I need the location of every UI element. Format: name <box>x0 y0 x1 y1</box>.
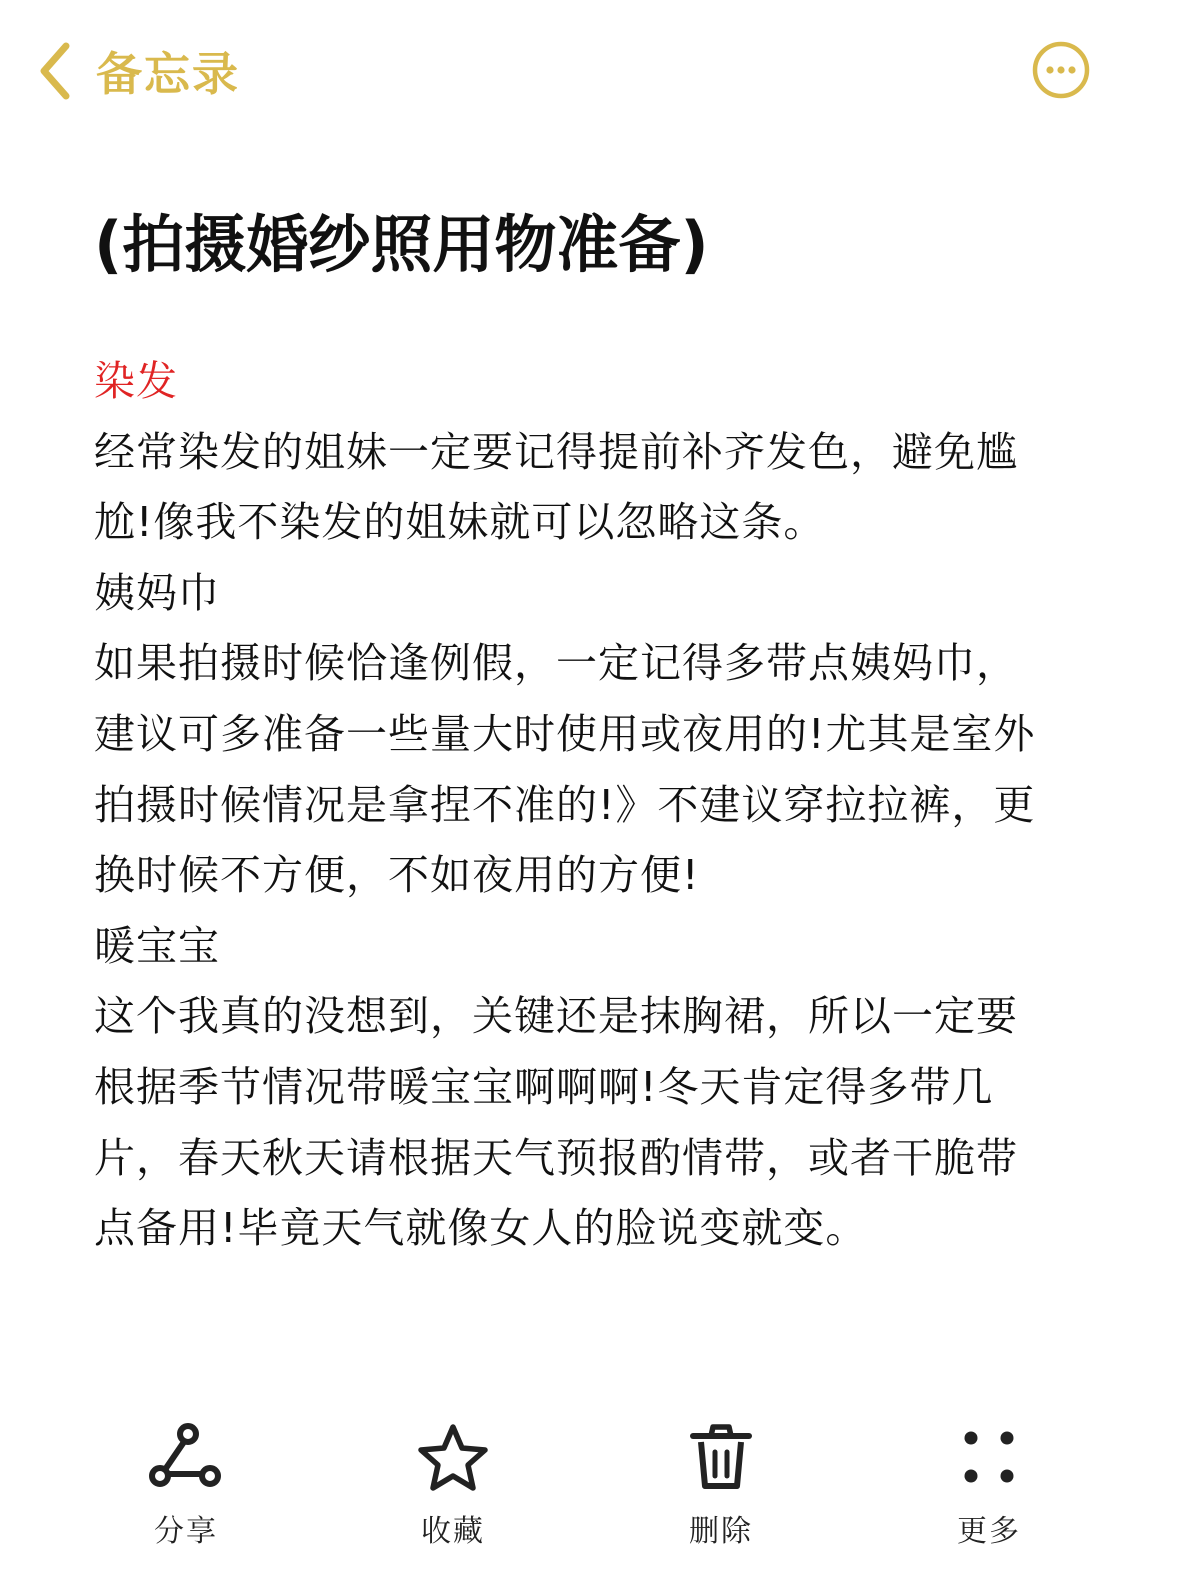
section-text-hair-dye: 经常染发的姐妹一定要记得提前补齐发色，避免尴尬!像我不染发的姐妹就可以忽略这条。 <box>94 427 1018 547</box>
delete-button[interactable] <box>641 1422 801 1550</box>
favorite-button[interactable] <box>373 1422 533 1550</box>
delete-label: 删除 <box>689 1514 753 1549</box>
more-dots-icon <box>949 1422 1029 1494</box>
note-title: (拍摄婚纱照用物准备) <box>94 208 709 281</box>
back-label: 备忘录 <box>96 47 240 101</box>
section-text-sanitary-pads: 如果拍摄时候恰逢例假，一定记得多带点姨妈巾，建议可多准备一些量大时使用或夜用的!尤其是室外拍摄时候情况是拿捏不准的!》不建议穿拉拉裤，更换时候不方便，不如夜用的方便! <box>94 639 1036 900</box>
share-button[interactable] <box>106 1422 266 1550</box>
trash-icon <box>681 1422 761 1494</box>
note-content <box>94 200 1054 1264</box>
favorite-label: 收藏 <box>421 1514 485 1549</box>
star-icon <box>413 1422 493 1494</box>
section-text-heat-packs: 这个我真的没想到，关键还是抹胸裙，所以一定要根据季节情况带暖宝宝啊啊啊!冬天肯定得多带几片，春天秋天请根据天气预报酌情带，或者干脆带点备用!毕竟天气就像女人的脸说变就变。 <box>94 992 1018 1253</box>
top-navigation-bar <box>0 0 1179 150</box>
share-label: 分享 <box>154 1514 218 1549</box>
section-heading-heat-packs: 暖宝宝 <box>94 921 220 970</box>
more-options-button[interactable] <box>1031 40 1091 100</box>
section-heading-sanitary-pads: 姨妈巾 <box>94 568 220 617</box>
bottom-toolbar <box>0 1410 1179 1572</box>
back-button[interactable] <box>36 36 240 106</box>
more-label: 更多 <box>957 1514 1021 1549</box>
ellipsis-circle-icon <box>1031 40 1091 100</box>
note-body <box>94 346 1054 1264</box>
section-heading-hair-dye: 染发 <box>94 357 178 405</box>
chevron-left-icon <box>36 40 74 102</box>
share-icon <box>146 1422 226 1494</box>
more-button[interactable] <box>909 1422 1069 1550</box>
